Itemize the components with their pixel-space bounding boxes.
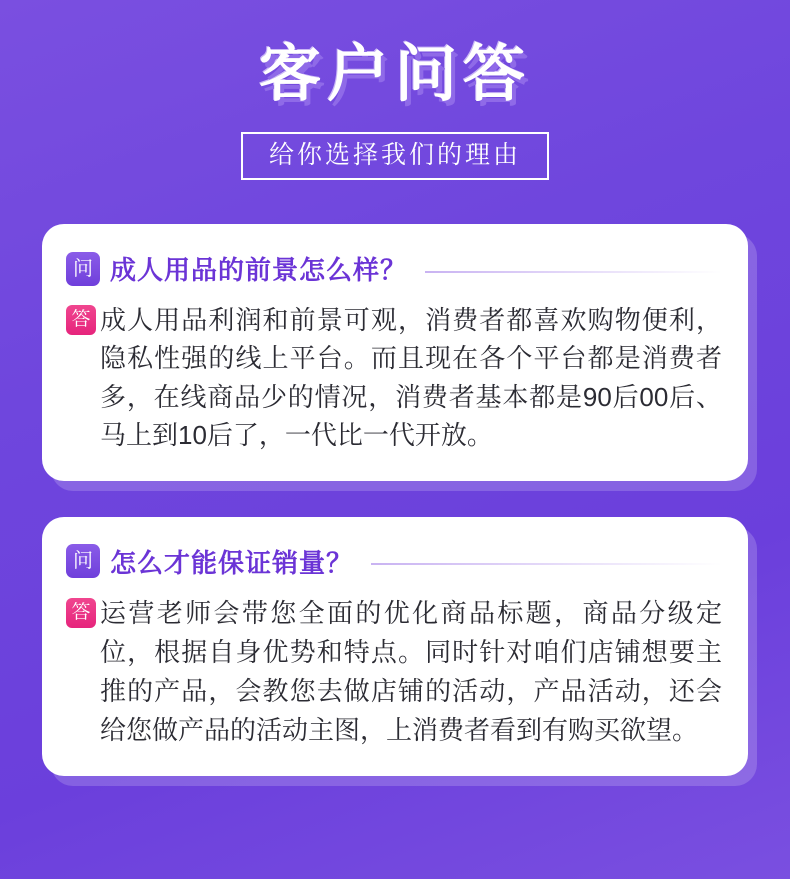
answer-text: 运营老师会带您全面的优化商品标题，商品分级定位，根据自身优势和特点。同时针对咱们店铺想要主推的产品，会教您去做店铺的活动，产品活动，还会给您做产品的活动主图，上消费者看到有购买欲望。 — [100, 597, 722, 745]
answer-text: 成人用品利润和前景可观，消费者都喜欢购物便利，隐私性强的线上平台。而且现在各个平台都是消费者多，在线商品少的情况，消费者基本都是90后00后、马上到10后了，一代比一代开放。 — [100, 305, 722, 451]
page-title: 客户问答 — [258, 40, 531, 109]
faq-list — [0, 224, 790, 776]
question-text: 成人用品的前景怎么样？ — [110, 255, 408, 285]
page-header — [0, 0, 790, 180]
question-text: 怎么才能保证销量？ — [110, 547, 354, 578]
page-subtitle: 给你选择我们的理由 — [241, 132, 549, 180]
question-row — [66, 250, 722, 287]
question-badge: 问 — [66, 252, 100, 286]
question-divider — [371, 563, 722, 565]
question-row — [66, 543, 722, 580]
question-badge: 问 — [66, 544, 100, 578]
answer-badge: 答 — [66, 598, 96, 628]
answer-row — [66, 594, 722, 750]
answer-badge: 答 — [66, 305, 96, 335]
subtitle-container — [0, 132, 790, 180]
faq-card — [42, 224, 748, 481]
faq-card — [42, 517, 748, 776]
question-divider — [425, 271, 722, 273]
answer-row — [66, 301, 722, 455]
